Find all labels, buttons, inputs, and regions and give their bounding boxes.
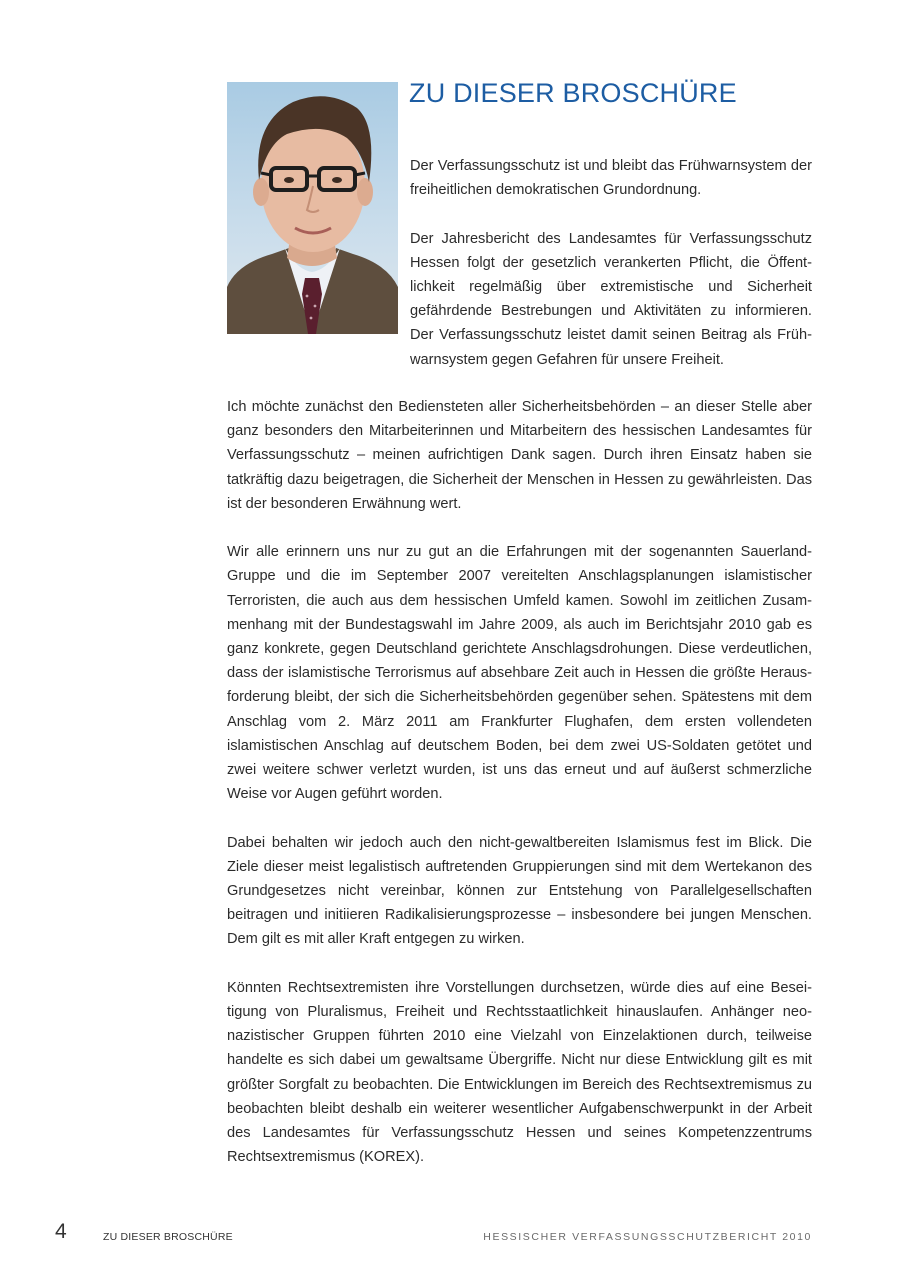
footer-section-title: ZU DIESER BROSCHÜRE [103, 1231, 233, 1243]
intro-text [410, 154, 812, 396]
intro-paragraph: Der Verfassungsschutz ist und bleibt das Frühwarnsystem der freiheitlichen demokratischen Grundordnung. [410, 158, 812, 199]
body-paragraph: Dabei behalten wir jedoch auch den nicht-gewaltbereiten Islamismus fest im Blick. Die Ziele dieser meist legalistisch auftretenden Gruppierungen sind mit dem Wertekanon des Grundgesetzes nicht vereinbar, können zur Entstehung von Parallelgesellschaften beitragen und initiieren Radikalisierungsprozesse – insbesondere bei jungen Menschen. Dem gilt es mit aller Kraft entgegen zu wirken. [227, 834, 812, 948]
body-paragraph: Könnten Rechtsextremisten ihre Vorstellungen durchsetzen, würde dies auf eine Beseitigung von Pluralismus, Freiheit und Rechtsstaatlichkeit hinauslaufen. Anhänger neonazistischer Gruppen führten 2010 eine Vielzahl von Einzelaktionen durch, teilweise handelte es sich dabei um gewaltsame Übergriffe. Nicht nur diese Entwicklung gilt es mit größter Sorgfalt zu beobachten. Die Entwicklungen im Bereich des Rechtsextremismus zu beobachten bleibt deshalb ein weiterer wesentlicher Aufgabenschwerpunkt in der Arbeit des Landesamtes für Verfassungsschutz Hessen und seines Kompetenzzentrums Rechtsextremismus (KOREX). [227, 979, 812, 1166]
portrait-photo [227, 82, 398, 334]
page-title: ZU DIESER BROSCHÜRE [409, 78, 737, 108]
footer-publication-title: HESSISCHER VERFASSUNGSSCHUTZBERICHT 2010 [483, 1231, 812, 1243]
page-number: 4 [55, 1220, 67, 1243]
body-paragraph: Wir alle erinnern uns nur zu gut an die Erfahrungen mit der sogenannten Sauerland-Gruppe und die im September 2007 vereitelten Anschlagsplanungen islamistischer Terroristen, die auch aus dem hessischen Umfeld kamen. Sowohl im zeitlichen Zusammenhang mit der Bundestagswahl im Jahre 2009, als auch im Berichtsjahr 2010 gab es ganz konkrete, gegen Deutschland gerichtete Anschlagsdrohungen. Diese verdeutlichen, dass der islamistische Terrorismus auf absehbare Zeit auch in Hessen die größte Herausforderung bleibt, der sich die Sicherheitsbehörden gegenüber sehen. Spätestens mit dem Anschlag vom 2. März 2011 am Frankfurter Flughafen, dem ersten vollendeten islamistischen Anschlag auf deutschem Boden, bei dem zwei US-Soldaten getötet und zwei weitere schwer verletzt wurden, ist uns das erneut und auf äußerst schmerzliche Weise vor Augen geführt worden. [227, 544, 812, 803]
intro-paragraph: Der Jahresbericht des Landesamtes für Verfassungsschutz Hessen folgt der gesetzlich verankerten Pflicht, die Öffentlichkeit regelmäßig über extremistische und Sicherheit gefährdende Bestrebungen und Aktivitäten zu informieren. Der Verfassungsschutz leistet damit seinen Beitrag als Frühwarnsystem gegen Gefahren für unsere Freiheit. [410, 230, 812, 368]
portrait-illustration [227, 82, 398, 334]
body-text [227, 395, 812, 1194]
body-paragraph: Ich möchte zunächst den Bediensteten aller Sicherheitsbehörden – an dieser Stelle aber ganz besonders den Mitarbeiterinnen und Mitarbeitern des hessischen Landesamtes für Verfassungsschutz – meinen aufrichtigen Dank sagen. Durch ihren Einsatz haben sie tatkräftig dazu beigetragen, die Sicherheit der Menschen in Hessen zu gewährleisten. Das ist der besonderen Erwähnung wert. [227, 399, 812, 512]
